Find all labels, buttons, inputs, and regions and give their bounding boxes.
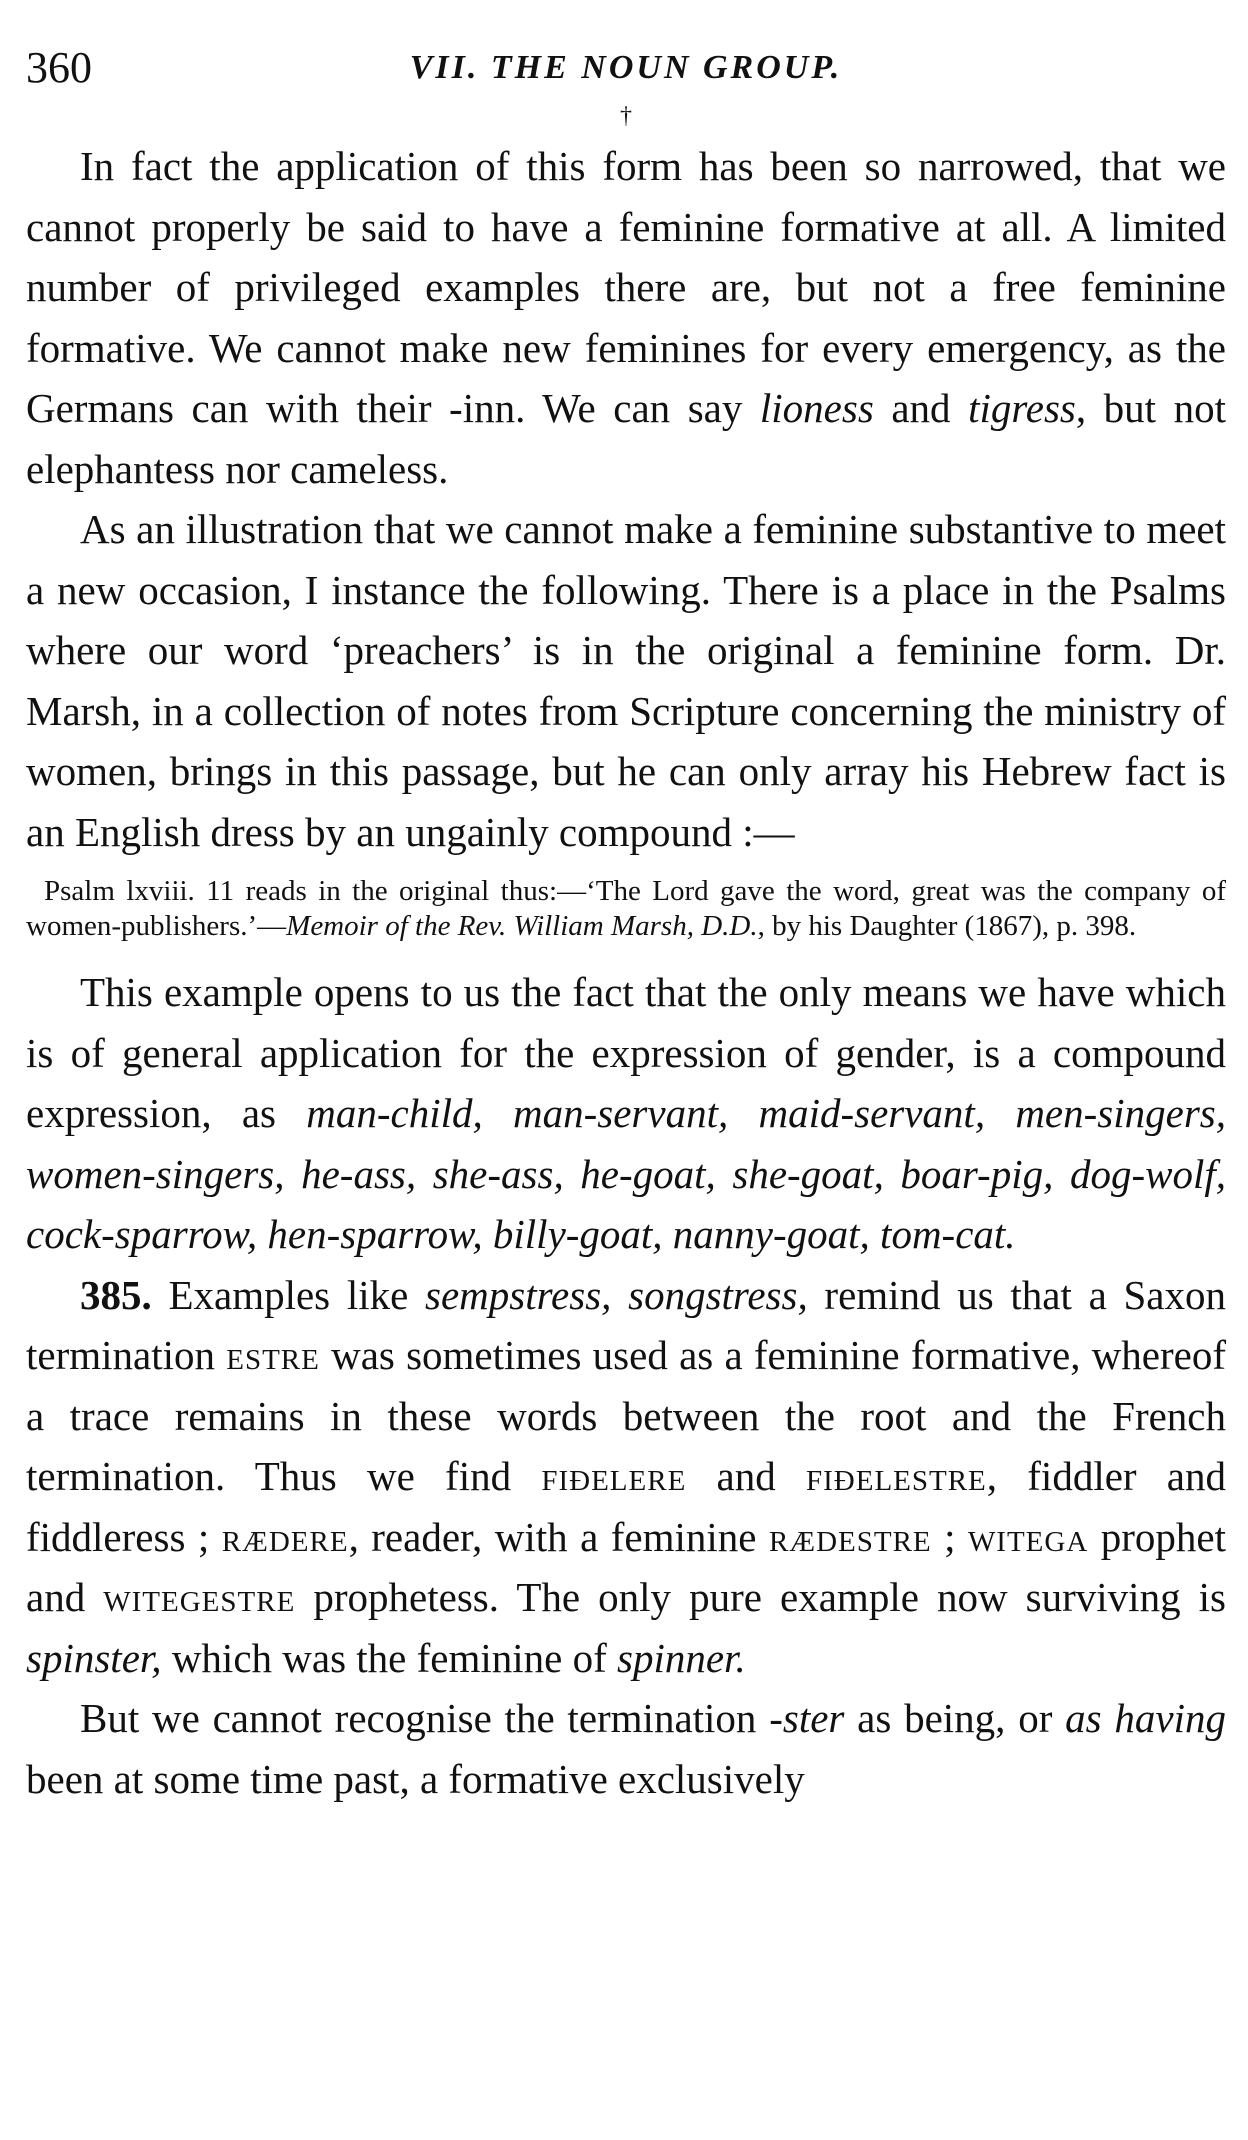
text-run: been at some time past, a formative exclusively: [26, 1755, 805, 1802]
small-caps-term: witegestre: [103, 1574, 296, 1620]
italic-examples: man-child, man-servant, maid-servant, men-singers, women-singers, he-ass, she-ass, he-goat, she-goat, boar-pig, dog-wolf, cock-sparrow, hen-sparrow, billy-goat, nanny-goat, tom-cat.: [26, 1090, 1226, 1257]
text-run: as being, or: [844, 1695, 1066, 1741]
page-number: 360: [26, 43, 92, 92]
text-run: was sometimes used as a feminine formative, whereof a trace remains in these words between the root and the French termination. Thus we find: [26, 1332, 1226, 1499]
text-run: Psalm lxviii. 11 reads in the original thus:—‘The Lord gave the word, great was the company of women-publishers.’—: [26, 875, 1226, 942]
italic-term: tigress: [968, 385, 1076, 431]
text-run: , by his Daughter (1867), p. 398.: [757, 910, 1137, 942]
text-run: and: [686, 1453, 806, 1499]
text-run: But we cannot recognise the termination: [80, 1695, 770, 1741]
text-run: prophetess. The only pure example now surviving is: [295, 1574, 1226, 1620]
text-run: which was the feminine of: [161, 1634, 617, 1681]
italic-term: sempstress, songstress,: [425, 1271, 808, 1318]
text-run: , fiddler and fiddleress ;: [26, 1453, 1227, 1560]
paragraph-feminine-formative: [26, 136, 1226, 499]
text-run: , reader, with a feminine: [348, 1513, 769, 1560]
text-run: In fact the application of this form has been so narrowed, that we cannot properly be said to have a feminine formative at all. A limited number of privileged examples there are, but not a free feminine formative. We cannot make new feminines for every emergency, as the Germans can with their -inn. We can say: [26, 143, 1226, 431]
text-run: This example opens to us the fact that the only means we have which is of general application for the expression of gender, is a compound expression, as: [26, 969, 1226, 1136]
paragraph-section-385: [26, 1265, 1226, 1689]
italic-citation: Memoir of the Rev. William Marsh, D.D.: [286, 910, 758, 942]
quoted-footnote: [26, 874, 1226, 944]
small-caps-term: fiðelere: [541, 1453, 687, 1499]
small-caps-term: rædere: [221, 1513, 349, 1560]
text-run: , but not elephantess nor cameless.: [26, 385, 1226, 492]
paragraph-illustration: [26, 499, 1226, 862]
italic-term: spinster,: [26, 1634, 162, 1681]
italic-term: -ster: [769, 1695, 845, 1741]
text-run: prophet and: [26, 1513, 1226, 1620]
italic-term: spinner.: [617, 1634, 746, 1681]
small-caps-term: rædestre: [768, 1513, 932, 1560]
paragraph-ster-termination: [26, 1688, 1226, 1809]
small-caps-term: witega: [967, 1513, 1089, 1560]
spacer: [26, 862, 1226, 870]
italic-term: as having: [1065, 1695, 1226, 1741]
paragraph-compound-expression: [26, 962, 1226, 1265]
ornament-mark: †: [620, 103, 632, 129]
page-header: [26, 40, 1226, 96]
italic-term: lioness: [759, 385, 874, 431]
text-run: and: [873, 385, 969, 431]
small-caps-term: fiðelestre: [806, 1453, 987, 1499]
text-run: As an illustration that we cannot make a feminine substantive to meet a new occasion, I instance the following. There is a place in the Psalms where our word ‘preachers’ is in the original a feminine form. Dr. Marsh, in a collection of notes from Scripture concerning the ministry of women, brings in this passage, but he can only array his Hebrew fact is an English dress by an ungainly compound :—: [26, 506, 1226, 855]
text-run: remind us that a Saxon termination: [26, 1271, 1226, 1378]
section-number: 385.: [80, 1271, 152, 1318]
text-run: Examples like: [151, 1271, 426, 1318]
small-caps-term: estre: [226, 1332, 320, 1378]
running-title: VII. THE NOUN GROUP.: [409, 49, 843, 86]
text-run: ;: [931, 1513, 968, 1560]
